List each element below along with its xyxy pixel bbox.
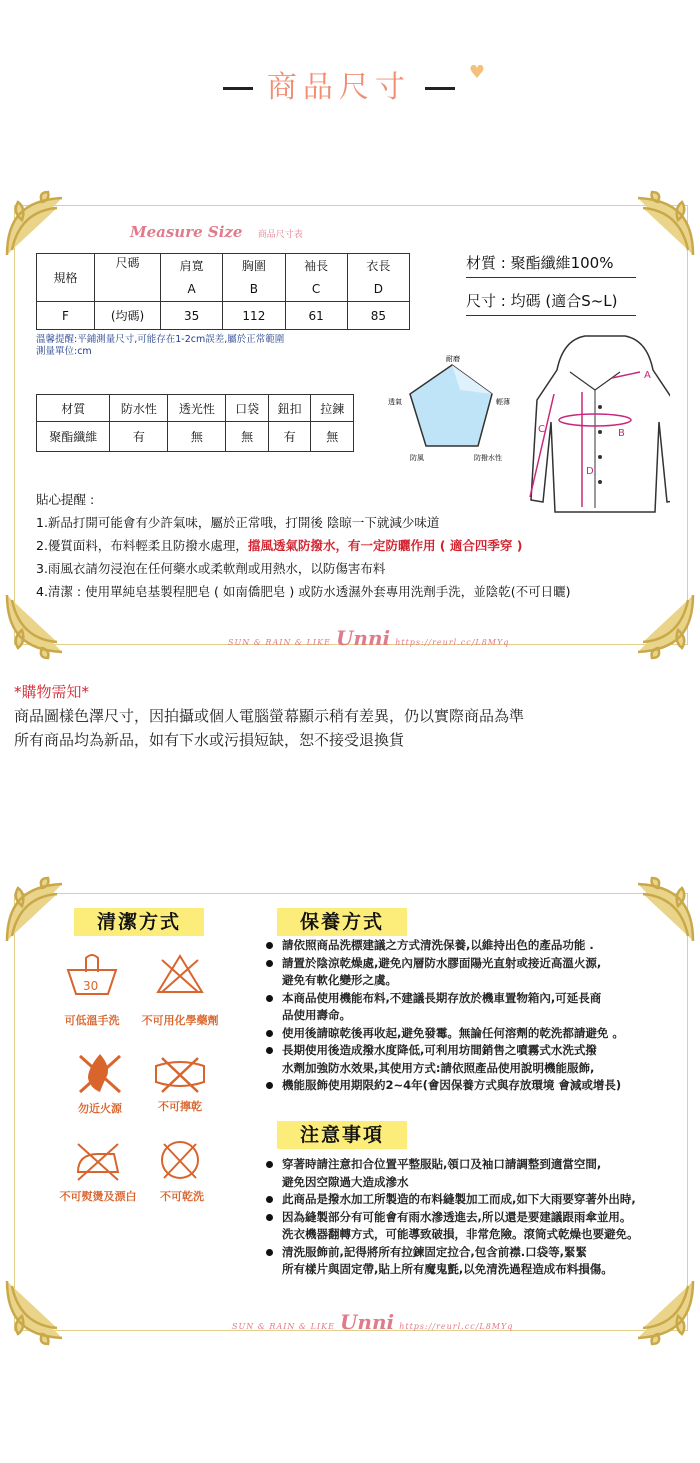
list-item: 請置於陰涼乾燥處,避免內層防水膠面陽光直射或接近高溫火源,: [262, 955, 682, 973]
table-cell: 無: [226, 422, 269, 452]
footer-brand: [228, 626, 509, 650]
maintenance-list: [262, 937, 682, 1095]
coat-label: B: [618, 428, 625, 439]
tip-2: [36, 534, 676, 557]
ornament-corner-icon: [628, 190, 698, 260]
tip-2-text: 2.優質面料，布料輕柔且防撥水處理，: [36, 538, 248, 553]
heart-icon: ♥: [468, 62, 492, 83]
button-dot: [598, 480, 602, 484]
ornament-corner-icon: [628, 876, 698, 946]
hand-wash-icon: [64, 952, 120, 1000]
buy-line-2: 所有商品均為新品，如有下水或污損短缺，恕不接受退換貨: [14, 731, 405, 749]
table-cell: 拉鍊: [311, 395, 354, 422]
measure-note: [36, 334, 284, 358]
tip-4: 4.清潔 : 使用單純皂基製程肥皂 ( 如南僑肥皂 ) 或防水透濕外套專用洗劑手洗，並陰乾(不可日曬): [36, 584, 571, 599]
wash-temp: 30: [83, 979, 99, 993]
coat-outline: [531, 336, 670, 512]
ornament-corner-icon: [2, 1276, 72, 1346]
no-wring-icon: [152, 1052, 208, 1100]
tip-3: 3.雨風衣請勿浸泡在任何藥水或柔軟劑或用熱水，以防傷害布料: [36, 561, 386, 576]
table-cell: 口袋: [226, 395, 269, 422]
measure-note-1: 溫馨提醒:平鋪測量尺寸,可能存在1-2cm誤差,屬於正常範圍: [36, 334, 285, 345]
size-table: [36, 253, 410, 330]
coat-label: A: [644, 370, 651, 381]
list-item: 請依照商品洗標建議之方式清洗保養,以維持出色的產品功能 .: [262, 937, 682, 955]
table-cell: (均碼): [95, 302, 161, 330]
footer-url[interactable]: https://reurl.cc/L8MYq: [399, 1322, 514, 1331]
list-item: 避免有軟化變形之虞。: [282, 973, 397, 987]
table-cell: 透光性: [168, 395, 226, 422]
table-cell: 112: [223, 302, 285, 330]
wash-title: 清潔方式: [74, 908, 204, 936]
list-item: 清洗服飾前,記得將所有拉鍊固定拉合,包含前襟.口袋等,緊緊: [262, 1244, 687, 1262]
list-item: 因為縫製部分有可能會有雨水滲透進去,所以還是要建議跟雨傘並用。: [262, 1209, 687, 1227]
tip-1: 1.新品打開可能會有少許氣味，屬於正常哦，打開後 陰晾一下就減少味道: [36, 515, 440, 530]
footer-brand-text: SUN & RAIN & LIKE: [232, 1322, 335, 1331]
footer-brand: [232, 1310, 513, 1334]
table-cell: B: [223, 278, 285, 302]
list-item: 本商品使用機能布料,不建議長期存放於機車置物箱內,可延長商: [262, 990, 682, 1008]
icon-label: 不可熨燙及漂白: [59, 1190, 137, 1203]
icon-label: 不可用化學藥劑: [141, 1014, 219, 1027]
table-cell: 規格: [37, 254, 95, 302]
feature-table: [36, 394, 354, 452]
coat-illustration-icon: [520, 332, 670, 514]
footer-brand-text: SUN & RAIN & LIKE: [228, 638, 331, 647]
table-cell: 肩寬: [161, 254, 223, 278]
measure-note-2: 測量單位:cm: [36, 346, 92, 357]
list-item: 使用後請晾乾後再收起,避免發霉。無論任何溶劑的乾洗都請避免 。: [262, 1025, 682, 1043]
page-title: [0, 62, 700, 106]
radar-shape: [410, 365, 492, 446]
icon-label: 可低溫手洗: [64, 1014, 120, 1027]
list-item: 品使用壽命。: [282, 1008, 351, 1022]
table-cell: 防水性: [110, 395, 168, 422]
title-dash-left: [223, 87, 253, 90]
table-cell: 有: [268, 422, 311, 452]
button-dot: [598, 405, 602, 409]
no-iron-icon: [70, 1138, 126, 1186]
ornament-corner-icon: [628, 1276, 698, 1346]
measure-title: Measure Size: [130, 223, 243, 241]
list-item: 此商品是撥水加工所製造的布料縫製加工而成,如下大雨要穿著外出時,: [262, 1191, 687, 1209]
radar-label: 耐磨: [446, 355, 460, 363]
buy-line-1: 商品圖樣色澤尺寸，因拍攝或個人電腦螢幕顯示稍有差異，仍以實際商品為準: [14, 707, 525, 725]
table-cell: 85: [347, 302, 409, 330]
ornament-corner-icon: [2, 876, 72, 946]
table-cell: 無: [311, 422, 354, 452]
table-cell: 35: [161, 302, 223, 330]
list-item: 長期使用後造成撥水度降低,可利用坊間銷售之噴霧式水洗式撥: [262, 1042, 682, 1060]
list-item: 水劑加強防水效果,其使用方式:請依照產品使用說明機能服飾,: [282, 1060, 595, 1075]
ornament-corner-icon: [2, 190, 72, 260]
radar-label: 透氣: [388, 398, 402, 406]
radar-label: 防風: [410, 454, 424, 462]
notice-title: 注意事項: [277, 1121, 407, 1149]
table-cell: 鈕扣: [268, 395, 311, 422]
size-spec: 尺寸 : 均碼 (適合S~L): [466, 290, 636, 316]
table-cell: 無: [168, 422, 226, 452]
table-cell: 袖長: [285, 254, 347, 278]
title-text: 商品尺寸: [266, 70, 411, 105]
table-cell: 尺碼: [95, 254, 161, 302]
list-item: 避免因空隙過大造成滲水: [282, 1174, 409, 1189]
radar-label: 輕薄: [496, 398, 510, 406]
list-item: 穿著時請注意扣合位置平整服貼,領口及袖口請調整到適當空間,: [262, 1156, 687, 1174]
coat-label: C: [538, 424, 545, 435]
title-dash-right: [425, 87, 455, 90]
tip-2-highlight: 擋風透氣防撥水，有一定防曬作用 ( 適合四季穿 ): [247, 538, 523, 553]
button-dot: [598, 455, 602, 459]
table-cell: D: [347, 278, 409, 302]
maintenance-title: 保養方式: [277, 908, 407, 936]
buy-title: *購物需知*: [14, 683, 90, 701]
tips-title: 貼心提醒 :: [36, 492, 95, 507]
table-cell: 有: [110, 422, 168, 452]
table-cell: F: [37, 302, 95, 330]
icon-label: 不可擰乾: [158, 1100, 202, 1113]
radar-label: 防撥水性: [474, 454, 502, 462]
list-item: 所有樣片與固定帶,貼上所有魔鬼氈,以免清洗過程造成布料損傷。: [282, 1262, 613, 1276]
no-dryclean-icon: [152, 1138, 208, 1186]
buy-notice: [14, 680, 524, 752]
brand-logo: Unni: [339, 1310, 395, 1334]
measure-heading: [130, 222, 303, 241]
table-cell: A: [161, 278, 223, 302]
table-cell: 胸圍: [223, 254, 285, 278]
table-cell: C: [285, 278, 347, 302]
footer-url[interactable]: https://reurl.cc/L8MYq: [395, 638, 510, 647]
list-item: 洗衣機器翻轉方式，可能導致破損，非常危險。滾筒式乾燥也要避免。: [282, 1227, 639, 1241]
notice-list: [262, 1156, 687, 1279]
no-fire-icon: [72, 1050, 128, 1098]
table-cell: 材質: [37, 395, 110, 422]
coat-label: D: [586, 466, 594, 477]
icon-label: 不可乾洗: [160, 1190, 204, 1203]
table-cell: 聚酯纖維: [37, 422, 110, 452]
tips: [36, 488, 676, 603]
material-spec: 材質 : 聚酯纖維100%: [466, 252, 636, 278]
brand-logo: Unni: [335, 626, 391, 650]
radar-chart: [380, 350, 530, 465]
icon-label: 勿近火源: [78, 1102, 122, 1115]
table-cell: 衣長: [347, 254, 409, 278]
list-item: 機能服飾使用期限約2~4年(會因保養方式與存放環境 會減或增長): [262, 1077, 682, 1095]
table-cell: 61: [285, 302, 347, 330]
no-bleach-icon: [152, 952, 208, 1000]
measure-subtitle: 商品尺寸表: [257, 230, 303, 240]
button-dot: [598, 430, 602, 434]
